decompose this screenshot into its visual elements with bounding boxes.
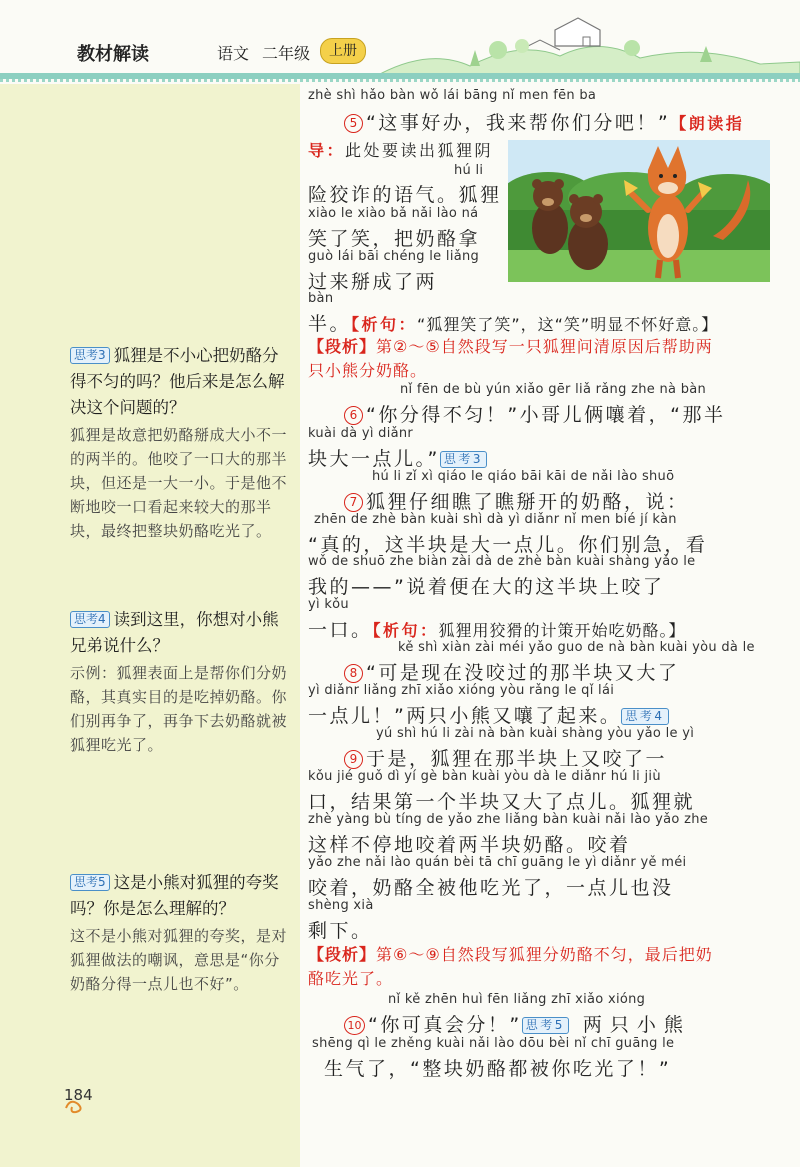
- header-subject: 语文: [217, 44, 250, 63]
- pinyin-line: bàn: [308, 291, 334, 306]
- note-tag: 思考4: [70, 611, 110, 628]
- text-run: “这事好办，我来帮你们分吧！”: [366, 112, 671, 134]
- note-question: [70, 870, 292, 922]
- note-question: [70, 343, 292, 421]
- pinyin-line: yì diǎnr liǎng zhī xiǎo xióng yòu rǎng le qǐ lái: [308, 683, 615, 698]
- text-run: 险狡诈的语气。: [308, 184, 459, 206]
- note-answer: 示例：狐狸表面上是帮你们分奶酪，其真实目的是吃掉奶酪。你们别再争了，再争下去奶酪就被狐狸吃光了。: [70, 664, 288, 754]
- analysis-tag: 【析句：: [351, 315, 418, 334]
- paragraph-line: [344, 108, 744, 135]
- text-run: 狐狸: [458, 184, 502, 206]
- pinyin-line: nǐ fēn de bù yún xiǎo gēr liǎ rǎng zhe nà bàn: [400, 382, 707, 397]
- paragraph-line: 笑了笑，把奶酪拿: [308, 228, 481, 250]
- pinyin-line: hú li zǐ xì qiáo le qiáo bāi kāi de nǎi lào shuō: [372, 469, 675, 484]
- note-answer: 这不是小熊对狐狸的夸奖，是对狐狸做法的嘲讽，意思是“你分奶酪分得一点儿也不好”。: [70, 927, 288, 993]
- paragraph-line: [308, 701, 673, 728]
- note-question-text: 狐狸是不小心把奶酪分得不匀的吗？他后来是怎么解决这个问题的？: [70, 346, 285, 417]
- paragraph-number: 6: [344, 406, 363, 425]
- reading-guide-tag: 【朗读指: [670, 114, 745, 133]
- pinyin-line: kǒu jié guǒ dì yí gè bàn kuài yòu dà le diǎnr hú li jiù: [308, 769, 661, 784]
- note-question: [70, 607, 292, 659]
- paragraph-line: 这样不停地咬着两半块奶酪。咬着: [308, 834, 631, 856]
- text-run: 半。: [308, 313, 352, 335]
- text-run: “你可真会分！”: [368, 1014, 522, 1036]
- pinyin-line: yì kǒu: [308, 597, 349, 612]
- sidebar-note: [70, 607, 292, 757]
- paragraph-line: [344, 658, 679, 685]
- text-run: 一点儿！”两只小熊又嚷了起来。: [308, 705, 622, 727]
- paragraph-line: [308, 138, 493, 161]
- pinyin-line: guò lái bāi chéng le liǎng: [308, 249, 480, 264]
- pinyin-line: zhè shì hǎo bàn wǒ lái bāng nǐ men fēn ba: [308, 88, 597, 103]
- paragraph-line: 我的——”说着便在大的这半块上咬了: [308, 576, 665, 598]
- think-badge: 思考4: [621, 708, 668, 725]
- text-run: “可是现在没咬过的那半块又大了: [366, 662, 680, 684]
- header-title: 教材解读: [77, 44, 149, 65]
- sidebar-note: [70, 343, 292, 543]
- paragraph-number: 8: [344, 664, 363, 683]
- note-tag: 思考5: [70, 874, 110, 891]
- paragraph-line: [308, 180, 502, 207]
- paragraph-line: [344, 487, 689, 514]
- pinyin-line: kuài dà yì diǎnr: [308, 426, 414, 441]
- pinyin-line: shēng qì le zhěng kuài nǎi lào dōu bèi nǐ chī guāng le: [312, 1036, 675, 1051]
- page-header: [0, 0, 800, 82]
- analysis-note: 狐狸用狡猾的计策开始吃奶酪。】: [438, 621, 686, 640]
- section-analysis-text: 第⑥～⑨自然段写狐狸分奶酪不匀，最后把奶: [376, 945, 713, 964]
- think-badge: 思考3: [440, 451, 487, 468]
- analysis-tag: 【析句：: [372, 621, 439, 640]
- paragraph-number: 7: [344, 493, 363, 512]
- pinyin-line: yǎo zhe nǎi lào quán bèi tā chī guāng le yì diǎnr yě méi: [308, 855, 687, 870]
- paragraph-line: [344, 400, 726, 427]
- paragraph-line: 咬着，奶酪全被他吃光了，一点儿也没: [308, 877, 674, 899]
- paragraph-number: 5: [344, 114, 363, 133]
- paragraph-line: [344, 1010, 691, 1037]
- pinyin-line: kě shì xiàn zài méi yǎo guo de nà bàn kuài yòu dà le: [398, 640, 755, 655]
- section-analysis-tag: 【段析】: [308, 945, 377, 964]
- paragraph-line: [308, 444, 491, 471]
- think-badge: 思考5: [522, 1017, 569, 1034]
- fox-and-bears-illustration: [508, 140, 770, 282]
- header-volume-badge: 上册: [320, 38, 366, 64]
- pinyin-line: xiào le xiào bǎ nǎi lào ná: [308, 206, 479, 221]
- text-run: 此处要读出狐狸阴: [345, 141, 494, 160]
- header-dotted-rule: [0, 79, 800, 82]
- note-question-text: 读到这里，你想对小熊兄弟说什么？: [70, 610, 279, 655]
- paragraph-line: 生气了，“整块奶酪都被你吃光了！”: [324, 1058, 672, 1080]
- section-analysis: [308, 334, 713, 357]
- pinyin-line: zhēn de zhè bàn kuài shì dà yì diǎnr nǐ men bié jí kàn: [314, 512, 677, 527]
- pinyin-line: wǒ de shuō zhe biàn zài dà de zhè bàn kuài shàng yǎo le: [308, 554, 696, 569]
- paragraph-line: [344, 744, 667, 771]
- text-run: 狐狸仔细瞧了瞧掰开的奶酪，说：: [366, 491, 689, 513]
- pinyin-line: zhè yàng bù tíng de yǎo zhe liǎng bàn kuài nǎi lào yǎo zhe: [308, 812, 709, 827]
- header-grade: 二年级: [262, 44, 311, 63]
- text-run: “你分得不匀！”小哥儿俩嚷着，“那半: [366, 404, 726, 426]
- note-tag: 思考3: [70, 347, 110, 364]
- text-run: 块大一点儿。”: [308, 448, 440, 470]
- pinyin-line: nǐ kě zhēn huì fēn liǎng zhī xiǎo xióng: [388, 992, 646, 1007]
- analysis-note: “狐狸笑了笑”，这“笑”明显不怀好意。】: [417, 315, 719, 334]
- paragraph-number: 9: [344, 750, 363, 769]
- section-analysis-text: 只小熊分奶酪。: [308, 361, 428, 380]
- reading-guide-tag: 导：: [308, 141, 346, 160]
- paragraph-number: 10: [344, 1016, 365, 1035]
- paragraph-line: [308, 309, 718, 336]
- section-analysis-text: 第②～⑤自然段写一只狐狸问清原因后帮助两: [376, 337, 713, 356]
- section-analysis-tag: 【段析】: [308, 337, 377, 356]
- text-run: 两只小熊: [582, 1014, 691, 1036]
- section-analysis-text: 酪吃光了。: [308, 969, 394, 988]
- text-run: 一口。: [308, 619, 373, 641]
- pinyin-line: hú li: [454, 163, 484, 178]
- paragraph-line: 过来掰成了两: [308, 271, 438, 293]
- note-answer: 狐狸是故意把奶酪掰成大小不一的两半的。他咬了一口大的那半块，但还是一大一小。于是他不断地咬一口看起来较大的那半块，最终把整块奶酪吃光了。: [70, 426, 288, 540]
- page-number: 184: [64, 1086, 93, 1104]
- pinyin-line: yú shì hú li zài nà bàn kuài shàng yòu yǎo le yì: [376, 726, 695, 741]
- paragraph-line: 剩下。: [308, 920, 373, 942]
- pinyin-line: shèng xià: [308, 898, 374, 913]
- paragraph-line: 口，结果第一个半块又大了点儿。狐狸就: [308, 791, 696, 813]
- note-question-text: 这是小熊对狐狸的夸奖吗？你是怎么理解的？: [70, 873, 279, 918]
- paragraph-line: “真的，这半块是大一点儿。你们别急，看: [308, 534, 708, 556]
- section-analysis: [308, 942, 713, 965]
- text-run: 于是，狐狸在那半块上又咬了一: [366, 748, 668, 770]
- sidebar-note: [70, 870, 292, 996]
- paragraph-line: [308, 615, 686, 642]
